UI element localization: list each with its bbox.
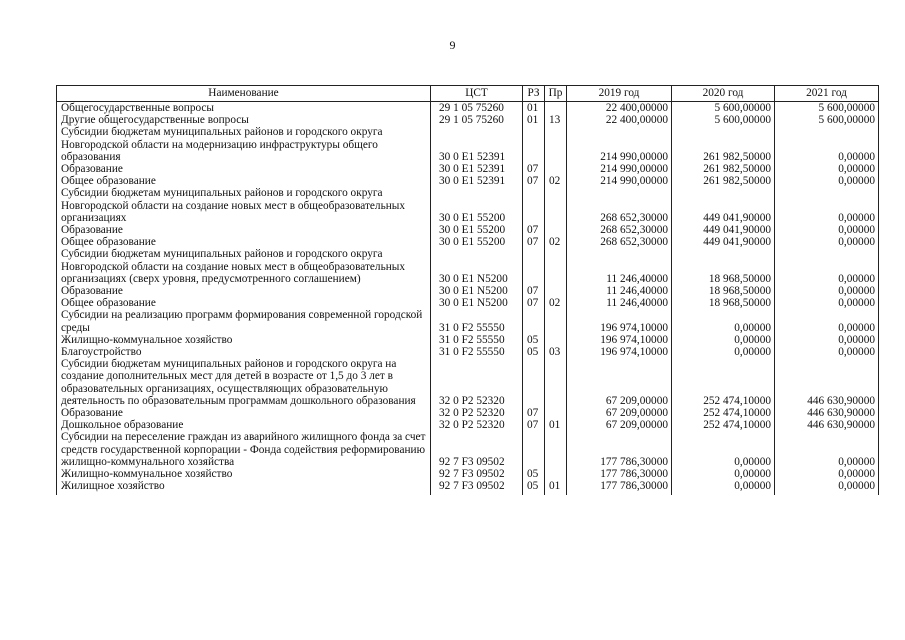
row-value-2020: 252 474,10000	[672, 358, 775, 407]
row-rz: 07	[523, 297, 545, 309]
row-pr: 02	[545, 297, 567, 309]
row-value-2019: 214 990,00000	[567, 126, 672, 163]
table-header-row	[57, 86, 879, 102]
row-value-2020: 449 041,90000	[672, 187, 775, 224]
table-row	[57, 358, 879, 407]
header-pr: Пр	[545, 86, 567, 102]
row-cst: 30 0 E1 N5200	[431, 248, 523, 285]
row-value-2019: 214 990,00000	[567, 175, 672, 187]
row-value-2021: 0,00000	[775, 334, 879, 346]
row-name: Образование	[57, 407, 431, 419]
row-pr: 02	[545, 236, 567, 248]
row-pr: 01	[545, 419, 567, 431]
row-cst: 32 0 P2 52320	[431, 419, 523, 431]
row-rz	[523, 309, 545, 333]
table-body	[57, 102, 879, 495]
table-row	[57, 248, 879, 285]
row-pr	[545, 407, 567, 419]
row-rz: 05	[523, 468, 545, 480]
row-value-2021: 0,00000	[775, 163, 879, 175]
row-cst: 30 0 E1 52391	[431, 175, 523, 187]
row-value-2021: 0,00000	[775, 224, 879, 236]
row-pr: 01	[545, 480, 567, 492]
table-row	[57, 309, 879, 333]
row-name: Субсидии бюджетам муниципальных районов и городского округа Новгородской области на модернизацию инфраструктуры общего образования	[57, 126, 431, 163]
row-rz: 01	[523, 114, 545, 126]
row-rz: 05	[523, 346, 545, 358]
row-cst: 30 0 E1 52391	[431, 163, 523, 175]
row-cst: 29 1 05 75260	[431, 114, 523, 126]
row-name: Образование	[57, 163, 431, 175]
row-cst: 32 0 P2 52320	[431, 407, 523, 419]
page-number: 9	[449, 38, 456, 52]
table-bottom-spacer	[57, 493, 879, 495]
row-name: Жилищно-коммунальное хозяйство	[57, 334, 431, 346]
row-rz	[523, 187, 545, 224]
row-name: Образование	[57, 224, 431, 236]
row-name: Дошкольное образование	[57, 419, 431, 431]
row-pr	[545, 285, 567, 297]
row-value-2020: 252 474,10000	[672, 419, 775, 431]
row-name: Общегосударственные вопросы	[57, 102, 431, 115]
row-value-2020: 0,00000	[672, 334, 775, 346]
row-value-2021: 0,00000	[775, 236, 879, 248]
row-rz	[523, 126, 545, 163]
row-value-2019: 11 246,40000	[567, 248, 672, 285]
row-cst: 30 0 E1 52391	[431, 126, 523, 163]
row-pr	[545, 163, 567, 175]
table-row	[57, 431, 879, 468]
row-value-2020: 449 041,90000	[672, 224, 775, 236]
row-pr	[545, 358, 567, 407]
row-rz: 07	[523, 419, 545, 431]
row-value-2021: 0,00000	[775, 297, 879, 309]
row-cst: 30 0 E1 N5200	[431, 297, 523, 309]
row-pr: 13	[545, 114, 567, 126]
row-pr	[545, 334, 567, 346]
row-rz: 07	[523, 163, 545, 175]
row-name: Другие общегосударственные вопросы	[57, 114, 431, 126]
table-row	[57, 187, 879, 224]
row-cst: 30 0 E1 55200	[431, 187, 523, 224]
row-value-2021: 0,00000	[775, 175, 879, 187]
row-value-2020: 18 968,50000	[672, 248, 775, 285]
table-row	[57, 419, 879, 431]
row-rz: 01	[523, 102, 545, 115]
row-value-2020: 449 041,90000	[672, 236, 775, 248]
row-name: Общее образование	[57, 175, 431, 187]
table-row	[57, 407, 879, 419]
table-row	[57, 297, 879, 309]
row-value-2021: 446 630,90000	[775, 419, 879, 431]
row-value-2020: 18 968,50000	[672, 285, 775, 297]
row-pr: 03	[545, 346, 567, 358]
row-name: Субсидии бюджетам муниципальных районов и городского округа на создание дополнительных мест для детей в возрасте от 1,5 до 3 лет в образовательных организациях, осуществляющих образовательную деятельность по образовательным программам дошкольного образования	[57, 358, 431, 407]
table-row	[57, 285, 879, 297]
row-rz: 07	[523, 175, 545, 187]
row-pr	[545, 431, 567, 468]
budget-table	[56, 85, 879, 495]
row-name: Жилищно-коммунальное хозяйство	[57, 468, 431, 480]
row-value-2019: 67 209,00000	[567, 358, 672, 407]
row-cst: 92 7 F3 09502	[431, 468, 523, 480]
row-pr	[545, 187, 567, 224]
row-cst: 30 0 E1 N5200	[431, 285, 523, 297]
row-value-2019: 67 209,00000	[567, 419, 672, 431]
row-value-2020: 0,00000	[672, 309, 775, 333]
row-name: Общее образование	[57, 297, 431, 309]
row-value-2021: 0,00000	[775, 309, 879, 333]
row-name: Благоустройство	[57, 346, 431, 358]
row-value-2021: 0,00000	[775, 187, 879, 224]
row-pr	[545, 248, 567, 285]
row-name: Субсидии бюджетам муниципальных районов и городского округа Новгородской области на создание новых мест в общеобразовательных организациях (сверх уровня, предусмотренного соглашением)	[57, 248, 431, 285]
table-row	[57, 126, 879, 163]
row-value-2020: 18 968,50000	[672, 297, 775, 309]
header-2020: 2020 год	[672, 86, 775, 102]
table-row	[57, 163, 879, 175]
table-row	[57, 114, 879, 126]
row-value-2021: 0,00000	[775, 126, 879, 163]
row-rz	[523, 358, 545, 407]
row-value-2020: 5 600,00000	[672, 114, 775, 126]
row-rz: 05	[523, 480, 545, 492]
header-2021: 2021 год	[775, 86, 879, 102]
row-value-2019: 268 652,30000	[567, 187, 672, 224]
row-name: Образование	[57, 285, 431, 297]
row-rz: 07	[523, 407, 545, 419]
row-cst: 30 0 E1 55200	[431, 224, 523, 236]
row-value-2019: 67 209,00000	[567, 407, 672, 419]
row-pr	[545, 102, 567, 115]
row-pr	[545, 224, 567, 236]
row-rz: 07	[523, 285, 545, 297]
row-value-2021: 0,00000	[775, 285, 879, 297]
row-cst: 30 0 E1 55200	[431, 236, 523, 248]
row-rz: 07	[523, 236, 545, 248]
row-rz: 07	[523, 224, 545, 236]
row-name: Жилищное хозяйство	[57, 480, 431, 492]
row-value-2019: 196 974,10000	[567, 334, 672, 346]
row-cst: 92 7 F3 09502	[431, 431, 523, 468]
row-name: Субсидии бюджетам муниципальных районов и городского округа Новгородской области на создание новых мест в общеобразовательных организациях	[57, 187, 431, 224]
row-name: Общее образование	[57, 236, 431, 248]
row-value-2019: 268 652,30000	[567, 224, 672, 236]
table-row	[57, 468, 879, 480]
row-pr: 02	[545, 175, 567, 187]
row-value-2020: 0,00000	[672, 346, 775, 358]
row-value-2019: 22 400,00000	[567, 114, 672, 126]
row-value-2021: 0,00000	[775, 480, 879, 492]
row-value-2020: 261 982,50000	[672, 163, 775, 175]
row-value-2019: 11 246,40000	[567, 285, 672, 297]
row-value-2019: 196 974,10000	[567, 346, 672, 358]
row-pr	[545, 309, 567, 333]
header-name: Наименование	[57, 86, 431, 102]
row-cst: 32 0 P2 52320	[431, 358, 523, 407]
header-rz: РЗ	[523, 86, 545, 102]
row-value-2021: 0,00000	[775, 431, 879, 468]
row-value-2019: 177 786,30000	[567, 480, 672, 492]
row-cst: 31 0 F2 55550	[431, 346, 523, 358]
row-value-2020: 252 474,10000	[672, 407, 775, 419]
row-value-2021: 0,00000	[775, 248, 879, 285]
table-row	[57, 224, 879, 236]
row-value-2019: 177 786,30000	[567, 431, 672, 468]
row-value-2021: 5 600,00000	[775, 114, 879, 126]
table-row	[57, 346, 879, 358]
row-value-2019: 196 974,10000	[567, 309, 672, 333]
row-rz	[523, 248, 545, 285]
row-value-2021: 0,00000	[775, 468, 879, 480]
row-cst: 31 0 F2 55550	[431, 309, 523, 333]
row-value-2021: 0,00000	[775, 346, 879, 358]
row-value-2020: 0,00000	[672, 468, 775, 480]
row-cst: 29 1 05 75260	[431, 102, 523, 115]
row-pr	[545, 126, 567, 163]
row-value-2019: 11 246,40000	[567, 297, 672, 309]
row-value-2020: 0,00000	[672, 480, 775, 492]
row-value-2020: 5 600,00000	[672, 102, 775, 115]
row-cst: 31 0 F2 55550	[431, 334, 523, 346]
row-value-2021: 5 600,00000	[775, 102, 879, 115]
row-rz	[523, 431, 545, 468]
row-value-2021: 446 630,90000	[775, 358, 879, 407]
row-cst: 92 7 F3 09502	[431, 480, 523, 492]
row-rz: 05	[523, 334, 545, 346]
row-value-2019: 214 990,00000	[567, 163, 672, 175]
row-name: Субсидии на переселение граждан из аварийного жилищного фонда за счет средств государственной корпорации - Фонда содействия реформированию жилищно-коммунального хозяйства	[57, 431, 431, 468]
table-row	[57, 334, 879, 346]
row-name: Субсидии на реализацию программ формирования современной городской среды	[57, 309, 431, 333]
row-value-2020: 0,00000	[672, 431, 775, 468]
table-row	[57, 102, 879, 115]
row-value-2019: 177 786,30000	[567, 468, 672, 480]
row-value-2020: 261 982,50000	[672, 126, 775, 163]
row-value-2019: 268 652,30000	[567, 236, 672, 248]
row-value-2020: 261 982,50000	[672, 175, 775, 187]
table-row	[57, 175, 879, 187]
table-row	[57, 480, 879, 492]
table-row	[57, 236, 879, 248]
row-pr	[545, 468, 567, 480]
row-value-2021: 446 630,90000	[775, 407, 879, 419]
header-2019: 2019 год	[567, 86, 672, 102]
row-value-2019: 22 400,00000	[567, 102, 672, 115]
header-cst: ЦСТ	[431, 86, 523, 102]
